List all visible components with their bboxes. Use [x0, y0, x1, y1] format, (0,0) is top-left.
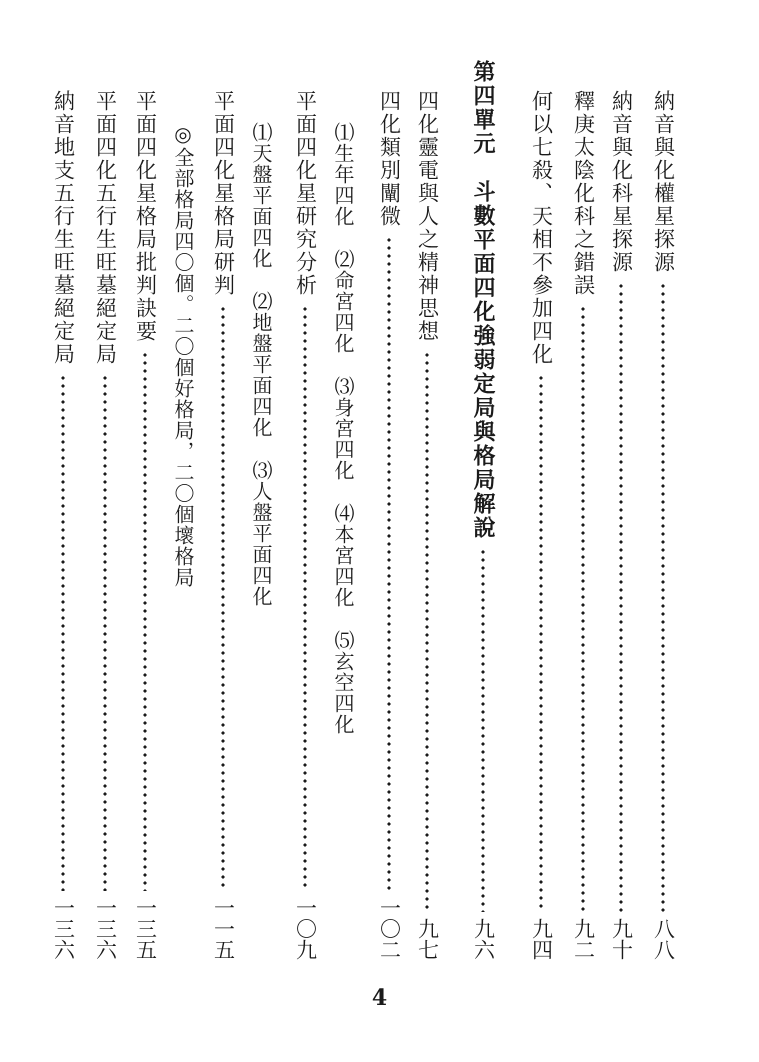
page-number: 4: [371, 985, 388, 1011]
entry-title: 平面四化星格局批判訣要: [133, 90, 158, 343]
entry-title: 納音地支五行生旺墓絕定局: [51, 90, 76, 366]
entry-page: 一三六: [93, 897, 118, 960]
toc-entry: [604, 90, 638, 960]
entry-title: 平面四化五行生旺墓絕定局: [93, 90, 118, 366]
sub-item: ⑵命宮四化: [331, 249, 355, 354]
entry-page: 八八: [651, 918, 676, 960]
entry-title: 平面四化星研究分析: [293, 90, 318, 297]
sub-item: ⑴天盤平面四化: [249, 122, 273, 269]
entry-title: 納音與化科星探源: [609, 90, 634, 274]
entry-title: 平面四化星格局研判: [211, 90, 236, 297]
entry-page: 一三五: [133, 897, 158, 960]
entry-page: 九十: [609, 918, 634, 960]
entry-page: 一〇九: [293, 897, 318, 960]
sub-item: ⑵地盤平面四化: [249, 291, 273, 438]
entry-page: 一三六: [51, 897, 76, 960]
dot-leader: [386, 236, 392, 891]
unit-heading: [466, 60, 500, 960]
entry-title: 何以七殺、天相不參加四化: [529, 90, 554, 366]
entry-title: 納音與化權星探源: [651, 90, 676, 274]
entry-page: 一〇二: [377, 897, 402, 960]
entry-page: 一一五: [211, 897, 236, 960]
toc-entry: [646, 90, 680, 960]
toc-entry: [410, 90, 444, 960]
dot-leader: [618, 282, 624, 912]
sub-item: ◎全部格局四〇個。二〇個好格局，二〇個壞格局: [171, 122, 195, 588]
sub-list: [244, 122, 278, 742]
dot-leader: [220, 305, 226, 891]
entry-page: 九六: [471, 918, 496, 960]
dot-leader: [538, 374, 544, 912]
dot-leader: [660, 282, 666, 912]
toc-entry: [288, 90, 322, 960]
toc-entry: [46, 90, 80, 960]
toc-entry: [88, 90, 122, 960]
dot-leader: [424, 351, 430, 912]
toc-entry: [524, 90, 558, 960]
sub-item: ⑶人盤平面四化: [249, 460, 273, 607]
entry-page: 九七: [415, 918, 440, 960]
dot-leader: [60, 374, 66, 891]
entry-page: 九二: [571, 918, 596, 960]
toc-entry: [566, 90, 600, 960]
entry-title: 四化類別闡微: [377, 90, 402, 228]
sub-list: [166, 122, 200, 742]
dot-leader: [302, 305, 308, 891]
dot-leader: [102, 374, 108, 891]
dot-leader: [580, 305, 586, 912]
entry-title: 四化靈電與人之精神思想: [415, 90, 440, 343]
sub-item: ⑶身宮四化: [331, 376, 355, 481]
dot-leader: [142, 351, 148, 891]
dot-leader: [480, 548, 486, 912]
toc-entry: [206, 90, 240, 960]
entry-title: 釋庚太陰化科之錯誤: [571, 90, 596, 297]
entry-page: 九四: [529, 918, 554, 960]
sub-list: [326, 122, 360, 742]
toc-entry: [372, 90, 406, 960]
toc-entry: [128, 90, 162, 960]
sub-item: ⑴生年四化: [331, 122, 355, 227]
sub-item: ⑸玄空四化: [331, 630, 355, 735]
sub-item: ⑷本宮四化: [331, 503, 355, 608]
heading-title: 第四單元 斗數平面四化強弱定局與格局解說: [470, 60, 496, 540]
